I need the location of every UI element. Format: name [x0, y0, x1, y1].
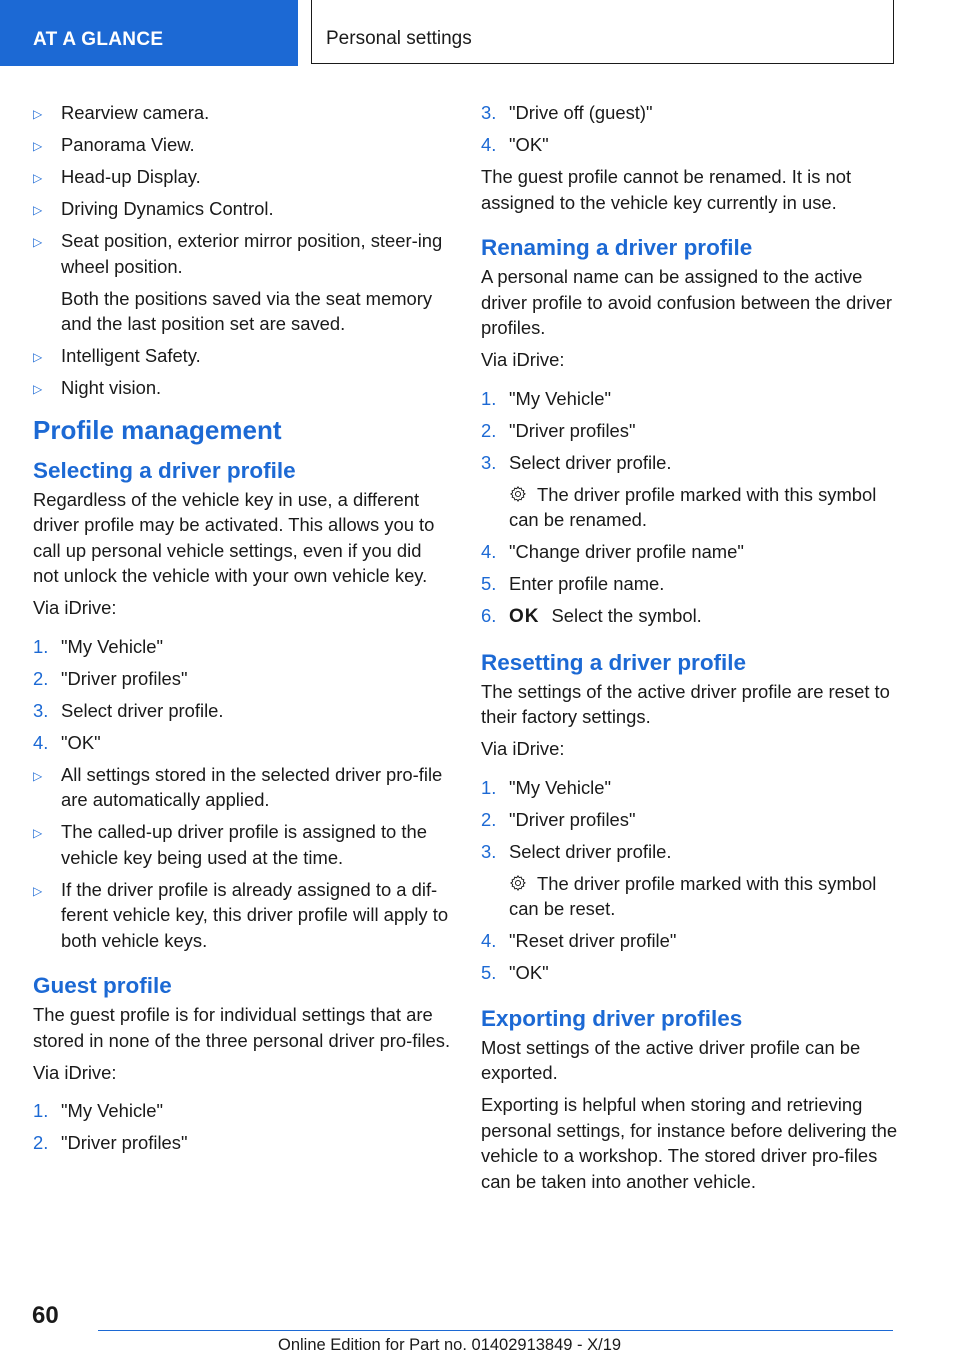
paragraph: Regardless of the vehicle key in use, a different driver profile may be activated. This allows you to call up personal vehicle settings, even if you did not unlock the vehicle with your own vehicle key.: [33, 488, 435, 586]
gear-icon: [509, 485, 527, 503]
symbol-note: The driver profile marked with this symbol can be reset.: [509, 872, 877, 919]
heading-selecting-profile: Selecting a driver profile: [33, 457, 296, 483]
footer-divider: [98, 1330, 893, 1331]
gear-icon: [509, 874, 527, 892]
via-idrive-label: Via iDrive:: [481, 349, 565, 370]
triangle-right-icon: ▷: [33, 382, 43, 396]
via-idrive-label: Via iDrive:: [33, 1061, 117, 1083]
list-item: ▷ Seat position, exterior mirror position, steer‐ing wheel position. Both the positions saved via the seat memory and the last position set are saved.: [33, 228, 451, 337]
step-item: 2. "Driver profiles": [481, 808, 636, 830]
step-item: 3. Select driver profile.: [33, 699, 224, 721]
step-item: 2. "Driver profiles": [33, 667, 188, 689]
section-title: AT A GLANCE: [33, 29, 164, 50]
step-item: 2. "Driver profiles": [481, 419, 636, 441]
list-item: ▷ Driving Dynamics Control.: [33, 196, 451, 222]
step-item: 3. "Drive off (guest)": [481, 102, 653, 123]
left-column: [33, 100, 451, 1162]
paragraph: The guest profile is for individual settings that are stored in none of the three personal driver pro‐files.: [33, 1004, 451, 1051]
page-header: [0, 0, 960, 66]
page-title: Personal settings: [326, 28, 472, 49]
list-item: ▷ Night vision.: [33, 375, 451, 401]
paragraph: Exporting is helpful when storing and retrieving personal settings, for instance before delivering the vehicle to a workshop. The stored driver pro‐files can be taken into another vehicle.: [481, 1094, 898, 1192]
triangle-right-icon: ▷: [33, 883, 43, 898]
triangle-right-icon: ▷: [33, 171, 43, 185]
heading-renaming-profile: Renaming a driver profile: [481, 235, 753, 260]
ok-icon: OK: [509, 606, 540, 627]
step-item: 1. "My Vehicle": [481, 387, 611, 409]
step-item: 2. "Driver profiles": [33, 1132, 188, 1153]
list-item: ▷ All settings stored in the selected driver pro‐file are automatically applied.: [33, 763, 443, 810]
triangle-right-icon: ▷: [33, 203, 43, 217]
paragraph: The guest profile cannot be renamed. It is not assigned to the vehicle key currently in use.: [481, 166, 852, 213]
list-item: ▷ If the driver profile is already assigned to a dif‐ferent vehicle key, this driver profile will apply to both vehicle keys.: [33, 878, 449, 951]
heading-exporting-profiles: Exporting driver profiles: [481, 1005, 743, 1031]
step-item: 4. "OK": [33, 731, 101, 753]
step-item: 1. "My Vehicle": [481, 776, 611, 798]
seat-memory-note: Both the positions saved via the seat memory and the last position set are saved.: [61, 287, 433, 334]
step-item: 3. Select driver profile. The driver profile marked with this symbol can be renamed.: [481, 450, 899, 533]
triangle-right-icon: ▷: [33, 139, 43, 153]
list-item: ▷ The called-up driver profile is assigned to the vehicle key being used at the time.: [33, 821, 427, 868]
paragraph: Most settings of the active driver profile can be exported.: [481, 1036, 861, 1083]
right-column: [481, 100, 899, 1201]
triangle-right-icon: ▷: [33, 826, 43, 840]
via-idrive-label: Via iDrive:: [33, 597, 117, 618]
list-item: ▷ Head-up Display.: [33, 164, 451, 190]
triangle-right-icon: ▷: [33, 350, 43, 364]
step-item: 5. Enter profile name.: [481, 573, 665, 594]
list-item: ▷ Rearview camera.: [33, 100, 451, 126]
via-idrive-label: Via iDrive:: [481, 738, 565, 759]
page-number: 60: [32, 1302, 59, 1329]
step-item: 4. "OK": [481, 134, 549, 155]
symbol-note: The driver profile marked with this symbol can be renamed.: [509, 483, 877, 530]
page-title-box: [311, 0, 894, 64]
step-item: 1. "My Vehicle": [33, 635, 163, 657]
edition-footer: Online Edition for Part no. 01402913849 - X/19: [278, 1336, 622, 1354]
step-item: 5. "OK": [481, 962, 549, 983]
list-item: ▷ Intelligent Safety.: [33, 343, 451, 369]
heading-resetting-profile: Resetting a driver profile: [481, 649, 747, 675]
paragraph: The settings of the active driver profile are reset to their factory settings.: [481, 680, 890, 727]
triangle-right-icon: ▷: [33, 107, 43, 121]
section-tab: [0, 0, 298, 66]
step-item: 3. Select driver profile. The driver profile marked with this symbol can be reset.: [481, 839, 899, 922]
triangle-right-icon: ▷: [33, 235, 43, 249]
step-item: 1. "My Vehicle": [33, 1100, 163, 1121]
step-item: 6. OK Select the symbol.: [481, 603, 899, 630]
heading-guest-profile: Guest profile: [33, 973, 172, 998]
paragraph: A personal name can be assigned to the active driver profile to avoid confusion between the driver profiles.: [481, 266, 892, 338]
list-item: ▷ Panorama View.: [33, 132, 451, 158]
triangle-right-icon: ▷: [33, 768, 43, 783]
step-item: 4. "Change driver profile name": [481, 541, 744, 562]
heading-profile-management: Profile management: [33, 414, 282, 445]
step-item: 4. "Reset driver profile": [481, 930, 677, 951]
